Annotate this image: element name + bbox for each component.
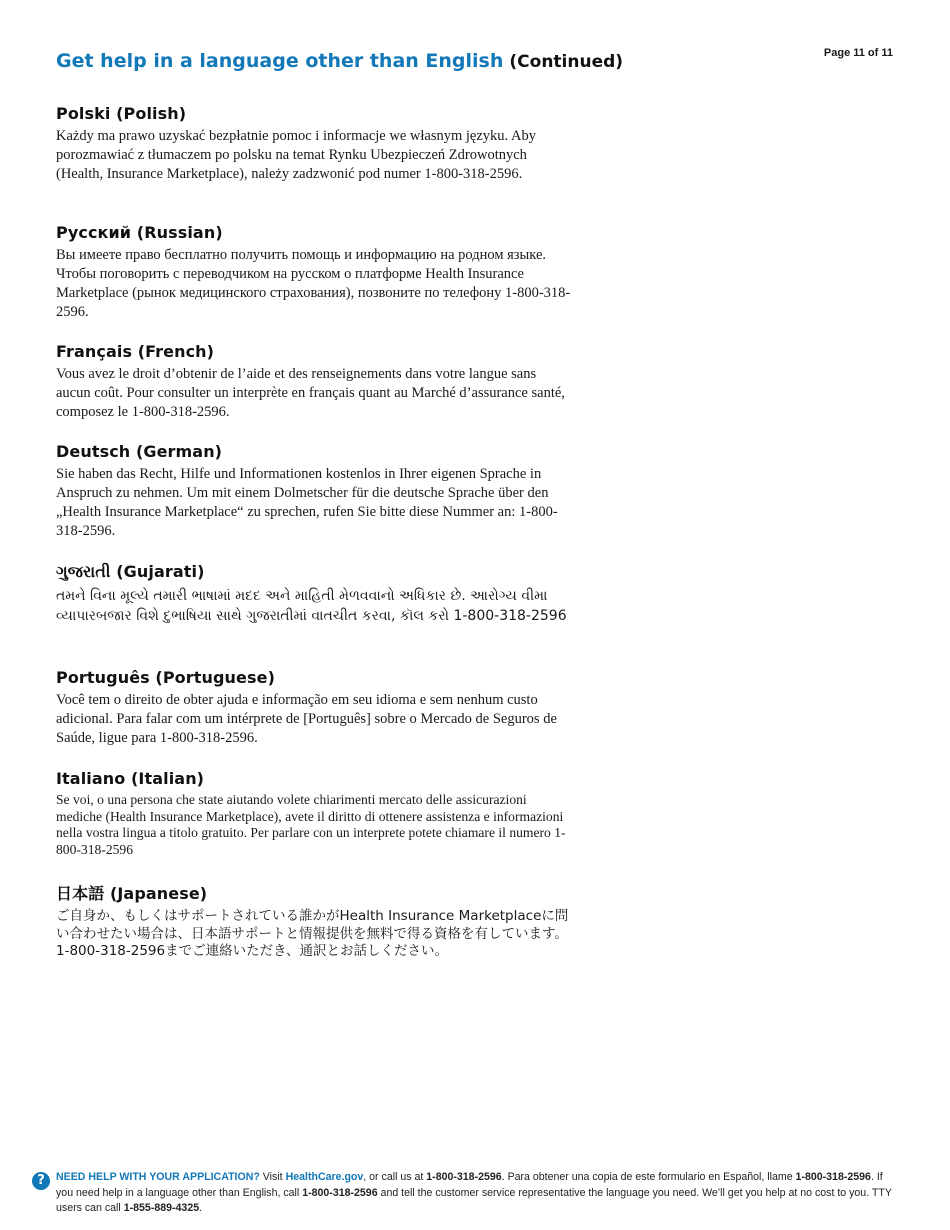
footer-phone: 1-800-318-2596: [426, 1171, 502, 1183]
language-text: Każdy ma prawo uzyskać bezpłatnie pomoc i informacje we własnym języku. Aby porozmawiać z tłumaczem po polsku na temat Rynku Ubezpieczeń Zdrowotnych (Health, Insurance Marketplace), należy zadzwonić pod numer 1-800-318-2596.: [56, 128, 536, 182]
language-text: તમને વિના મૂલ્યે તમારી ભાષામાં મદદ અને માહિતી મેળવવાનો અધિકાર છે. આરોગ્ય વીમા વ્યાપારબજાર વિશે દુભાષિયા સાથે ગુજરાતીમાં વાતચીત કરવા, કૉલ કરો 1-800-318-2596: [56, 588, 567, 624]
page-title: [56, 50, 623, 72]
footer-phone: 1-800-318-2596: [795, 1171, 871, 1183]
footer-text-part: . If you need help in a language other than English, call: [56, 1171, 883, 1199]
language-section-portuguese: [56, 668, 571, 748]
language-heading: Polski (Polish): [56, 104, 187, 123]
language-text: Você tem o direito de obter ajuda e informação em seu idioma e sem nenhum custo adicional. Para falar com um intérprete de [Português] sobre o Mercado de Seguros de Saúde, ligue para 1-800-318-2596.: [56, 692, 557, 746]
language-section-french: [56, 342, 571, 422]
language-heading: Français (French): [56, 342, 215, 361]
language-heading: ગુજરાતી (Gujarati): [56, 562, 205, 581]
footer-lead: NEED HELP WITH YOUR APPLICATION?: [56, 1171, 260, 1183]
language-section-gujarati: [56, 562, 571, 626]
language-text: Вы имеете право бесплатно получить помощь и информацию на родном языке. Чтобы поговорить с переводчиком на русском о платформе Health Insurance Marketplace (рынок медицинского страхования), позвоните по телефону 1-800-318-2596.: [56, 247, 571, 320]
page-title-suffix: (Continued): [509, 52, 624, 72]
language-heading: Deutsch (German): [56, 442, 223, 461]
footer-text-part: Visit: [259, 1171, 286, 1183]
footer-text: [56, 1170, 898, 1217]
footer-text-part: and tell the customer service representative the language you need. We’ll get you help at no cost to you. TTY users can call: [56, 1186, 892, 1214]
page-number: Page 11 of 11: [823, 47, 893, 59]
language-section-german: [56, 442, 571, 541]
language-heading: Italiano (Italian): [56, 769, 205, 788]
footer-text-part: , or call us at: [363, 1171, 427, 1183]
footer-tty-phone: 1-855-889-4325: [123, 1202, 200, 1214]
language-text: Se voi, o una persona che state aiutando volete chiarimenti mercato delle assicurazioni mediche (Health Insurance Marketplace), avete il diritto di ottenere assistenza e informazioni nella vostra lingua a titolo gratuito. Per parlare con un interprete potete chiamare il numero 1-800-318-2596: [56, 792, 566, 857]
language-text: ご自身か、もしくはサポートされている誰かがHealth Insurance Marketplaceに問い合わせたい場合は、日本語サポートと情報提供を無料で得る資格を有しています。1-800-318-2596までご連絡いただき、通訳とお話しください。: [56, 908, 569, 959]
language-section-russian: [56, 223, 571, 322]
language-section-polish: [56, 104, 571, 184]
healthcare-gov-link[interactable]: HealthCare.gov: [285, 1171, 364, 1183]
footer-phone: 1-800-318-2596: [302, 1186, 378, 1199]
language-section-japanese: [56, 881, 571, 961]
question-circle-icon: ?: [32, 1172, 50, 1190]
language-heading: Português (Portuguese): [56, 668, 275, 687]
language-text: Sie haben das Recht, Hilfe und Informationen kostenlos in Ihrer eigenen Sprache in Anspruch zu nehmen. Um mit einem Dolmetscher für die deutsche Sprache über den „Health Insurance Marketplace“ zu sprechen, rufen Sie bitte diese Nummer an: 1-800-318-2596.: [56, 466, 558, 539]
language-text: Vous avez le droit d’obtenir de l’aide et des renseignements dans votre langue sans aucun coût. Pour consulter un interprète en français quant au Marché d’assurance santé, composez le 1-800-318-2596.: [56, 366, 565, 420]
language-heading: 日本語 (Japanese): [56, 884, 208, 903]
footer-text-part: .: [199, 1202, 203, 1214]
footer-text-part: . Para obtener una copia de este formulario en Español, llame: [501, 1171, 796, 1183]
language-section-italian: [56, 769, 571, 858]
page-title-main: Get help in a language other than English: [56, 50, 504, 72]
language-heading: Русский (Russian): [56, 223, 223, 242]
